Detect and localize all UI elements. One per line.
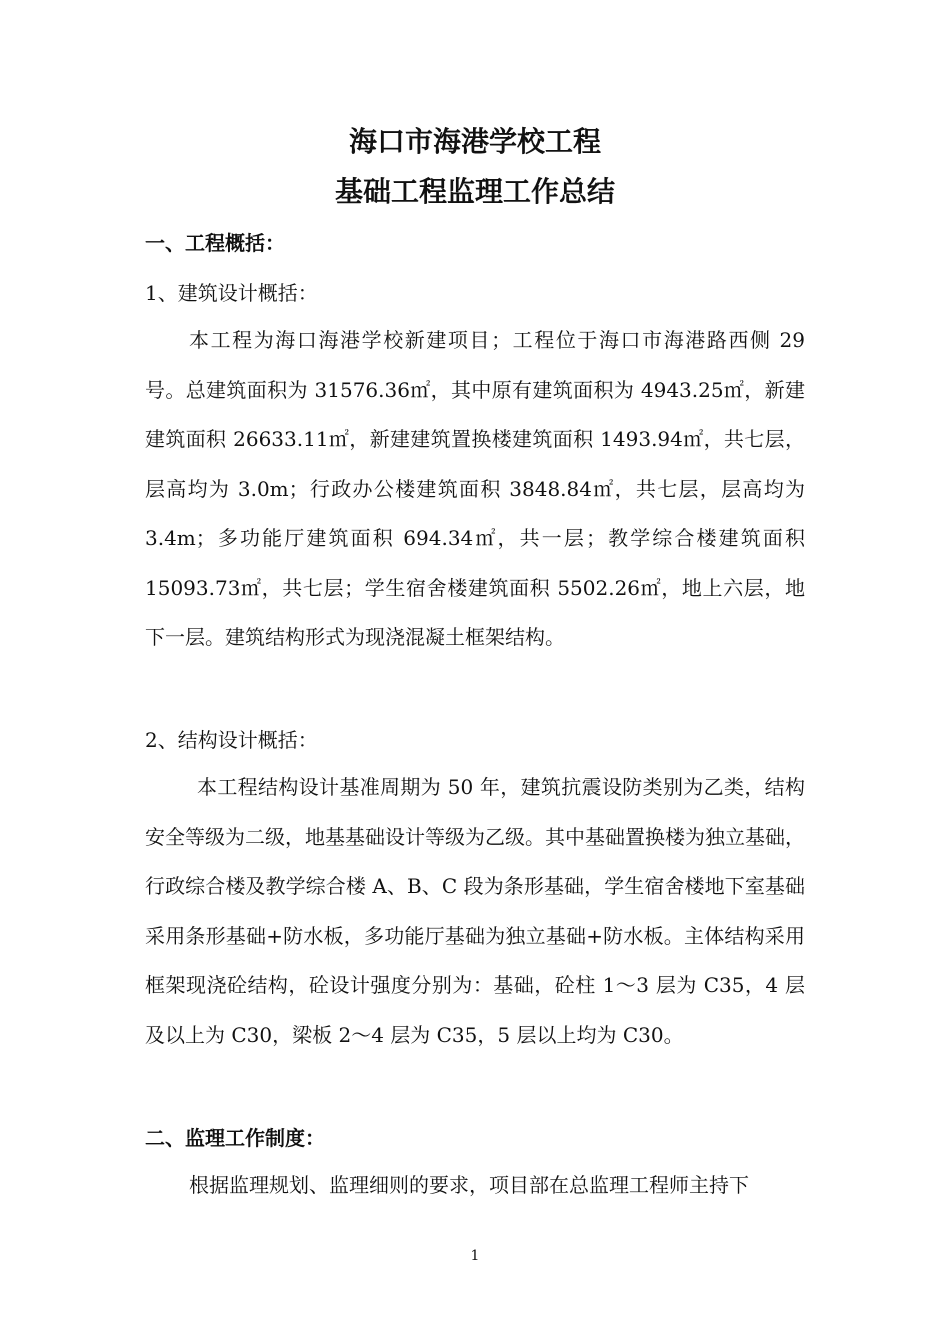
section-heading-supervision-system: 二、监理工作制度： <box>145 1126 325 1150</box>
paragraph-architecture: 本工程为海口海港学校新建项目；工程位于海口市海港路西侧 29 号。总建筑面积为 31576.36㎡，其中原有建筑面积为 4943.25㎡，新建建筑面积 26633.11㎡，新建建筑置换楼建筑面积 1493.94㎡，共七层，层高均为 3.0m；行政办公楼建筑面积 3848.84㎡，共七层，层高均为 3.4m；多功能厅建筑面积 694.34㎡，共一层；教学综合楼建筑面积 15093.73㎡，共七层；学生宿舍楼建筑面积 5502.26㎡，地上六层，地下一层。建筑结构形式为现浇混凝土框架结构。 <box>145 328 805 649</box>
section-heading-project-overview: 一、工程概括： <box>145 231 285 255</box>
paragraph-supervision-system: 根据监理规划、监理细则的要求，项目部在总监理工程师主持下 <box>189 1173 749 1197</box>
subsection-heading-architecture: 1、建筑设计概括： <box>145 281 318 305</box>
document-subtitle: 基础工程监理工作总结 <box>334 175 615 208</box>
page-number: 1 <box>470 1248 480 1264</box>
subsection-heading-structure: 2、结构设计概括： <box>145 728 318 752</box>
paragraph-structure: 本工程结构设计基准周期为 50 年，建筑抗震设防类别为乙类，结构安全等级为二级，地基基础设计等级为乙级。其中基础置换楼为独立基础，行政综合楼及教学综合楼 A、B、C 段为条形基础，学生宿舍楼地下室基础采用条形基础+防水板，多功能厅基础为独立基础+防水板。主体结构采用框架现浇砼结构，砼设计强度分别为：基础，砼柱 1～3 层为 C35，4 层及以上为 C30，梁板 2～4 层为 C35，5 层以上均为 C30。 <box>145 775 805 1047</box>
document-title: 海口市海港学校工程 <box>348 125 601 158</box>
